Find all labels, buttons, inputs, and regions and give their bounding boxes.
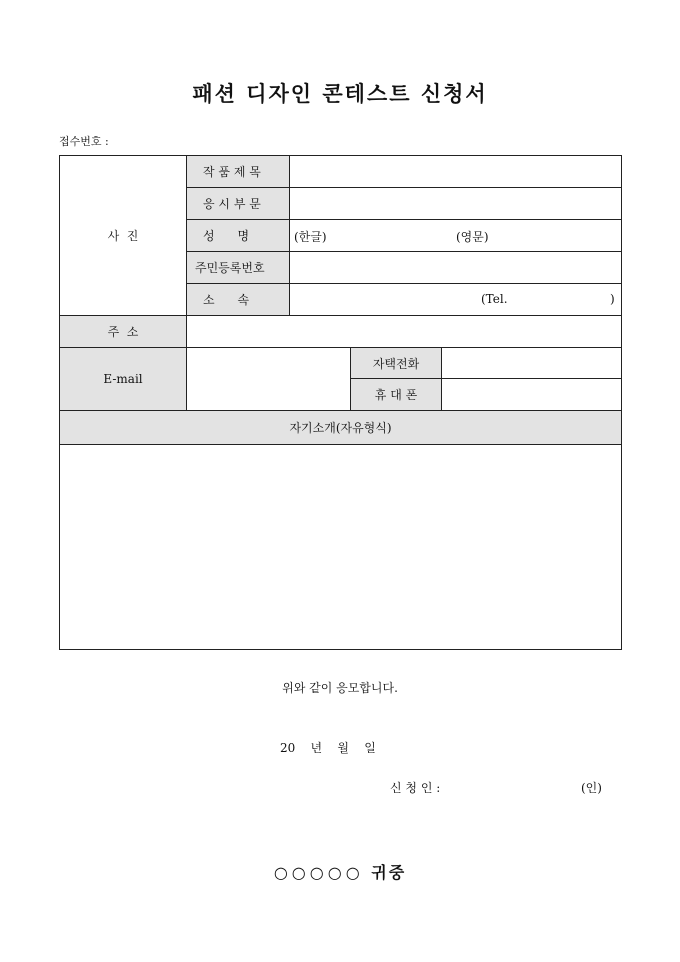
address-label: 주 소 <box>60 316 187 348</box>
form-title: 패션 디자인 콘테스트 신청서 <box>192 81 488 106</box>
work-title-label: 작 품 제 목 <box>187 156 290 188</box>
mobile-field[interactable] <box>442 379 622 411</box>
home-phone-label: 자택전화 <box>351 348 442 379</box>
tel-close-label: ) <box>610 292 615 306</box>
tel-open-label: (Tel. <box>481 292 508 306</box>
name-korean-label: (한글) <box>294 230 327 244</box>
affiliation-label: 소 속 <box>187 284 290 316</box>
self-intro-field[interactable] <box>60 445 622 650</box>
address-field[interactable] <box>187 316 622 348</box>
name-label: 성 명 <box>187 220 290 252</box>
applicant-label: 신 청 인 : <box>390 781 441 795</box>
resident-number-field[interactable] <box>290 252 622 284</box>
name-english-label: (영문) <box>456 230 489 244</box>
application-form-table <box>59 155 622 650</box>
affiliation-field[interactable] <box>290 284 622 316</box>
self-intro-header: 자기소개(자유형식) <box>60 411 622 445</box>
home-phone-field[interactable] <box>442 348 622 379</box>
date-line: 20 년 월 일 <box>280 741 376 755</box>
mobile-label: 휴 대 폰 <box>351 379 442 411</box>
name-field[interactable] <box>290 220 622 252</box>
recipient-suffix: 귀중 <box>371 863 407 882</box>
receipt-number-label: 접수번호 : <box>59 135 109 148</box>
category-label: 응 시 부 문 <box>187 188 290 220</box>
recipient-circles: ○○○○○ <box>273 863 364 882</box>
email-field[interactable] <box>187 348 351 411</box>
email-label: E-mail <box>60 348 187 411</box>
recipient <box>0 860 680 883</box>
photo-area[interactable]: 사 진 <box>60 156 187 316</box>
work-title-field[interactable] <box>290 156 622 188</box>
resident-number-label: 주민등록번호 <box>187 252 290 284</box>
seal-label: (인) <box>581 781 602 795</box>
category-field[interactable] <box>290 188 622 220</box>
statement: 위와 같이 응모합니다. <box>282 681 398 695</box>
